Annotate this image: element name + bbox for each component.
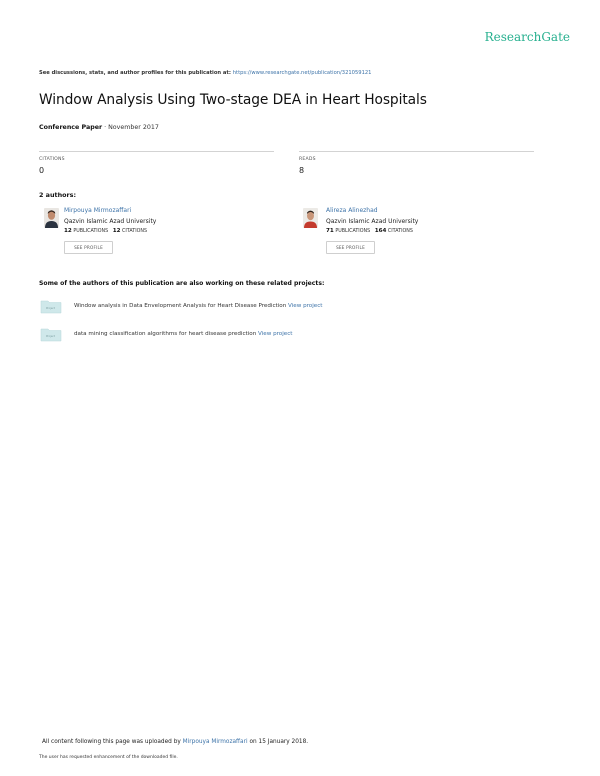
upload-suffix: on 15 January 2018.	[247, 739, 309, 745]
uploader-link[interactable]: Mirpouya Mirmozaffari	[182, 739, 248, 745]
researchgate-logo[interactable]: ResearchGate	[484, 30, 570, 44]
view-project-link[interactable]: View project	[258, 331, 293, 337]
author-publications-label: PUBLICATIONS	[335, 229, 371, 234]
project-folder-label: Project	[46, 335, 55, 338]
author-avatar[interactable]	[303, 208, 318, 228]
reads-divider	[299, 151, 534, 152]
author-stats	[64, 228, 147, 234]
author-institution: Qazvin Islamic Azad University	[64, 218, 157, 225]
project-folder-icon	[40, 327, 62, 342]
paper-date: · November 2017	[102, 124, 159, 131]
citations-value: 0	[39, 166, 45, 175]
author-institution: Qazvin Islamic Azad University	[326, 218, 419, 225]
project-folder-label: Project	[46, 307, 55, 310]
projects-heading: Some of the authors of this publication are also working on these related projects:	[39, 280, 325, 287]
author-avatar[interactable]	[44, 208, 59, 228]
publication-url-link[interactable]: https://www.researchgate.net/publication/321059121	[232, 70, 372, 76]
citations-label: CITATIONS	[39, 157, 65, 162]
citations-divider	[39, 151, 274, 152]
paper-type-line	[39, 124, 159, 131]
discussion-text: See discussions, stats, and author profiles for this publication at:	[39, 70, 233, 76]
author-photo-icon	[303, 208, 318, 228]
author-citations-count: 164	[374, 228, 387, 234]
project-item	[74, 331, 293, 337]
upload-prefix: All content following this page was uploaded by	[42, 739, 183, 745]
author-citations-count: 12	[112, 228, 121, 234]
author-citations-label: CITATIONS	[387, 229, 413, 234]
project-title: Window analysis in Data Envelopment Analysis for Heart Disease Prediction	[74, 303, 289, 309]
author-citations-label: CITATIONS	[122, 229, 148, 234]
upload-notice	[42, 739, 308, 745]
author-name-link[interactable]: Alireza Alinezhad	[326, 207, 378, 214]
author-publications-label: PUBLICATIONS	[73, 229, 109, 234]
enhancement-note: The user has requested enhancement of the downloaded file.	[39, 755, 178, 760]
reads-label: READS	[299, 157, 316, 162]
see-profile-button[interactable]: SEE PROFILE	[64, 241, 113, 254]
author-publications-count: 71	[326, 228, 334, 234]
project-title: data mining classification algorithms for heart disease prediction	[74, 331, 259, 337]
author-publications-count: 12	[64, 228, 72, 234]
project-folder-icon	[40, 299, 62, 314]
paper-title: Window Analysis Using Two-stage DEA in Heart Hospitals	[39, 92, 427, 108]
author-photo-icon	[44, 208, 59, 228]
project-item	[74, 303, 323, 309]
see-profile-button[interactable]: SEE PROFILE	[326, 241, 375, 254]
reads-value: 8	[299, 166, 305, 175]
view-project-link[interactable]: View project	[288, 303, 323, 309]
authors-heading: 2 authors:	[39, 191, 77, 199]
author-name-link[interactable]: Mirpouya Mirmozaffari	[64, 207, 132, 214]
discussion-line	[39, 70, 371, 76]
paper-type: Conference Paper	[39, 124, 103, 131]
author-stats	[326, 228, 413, 234]
